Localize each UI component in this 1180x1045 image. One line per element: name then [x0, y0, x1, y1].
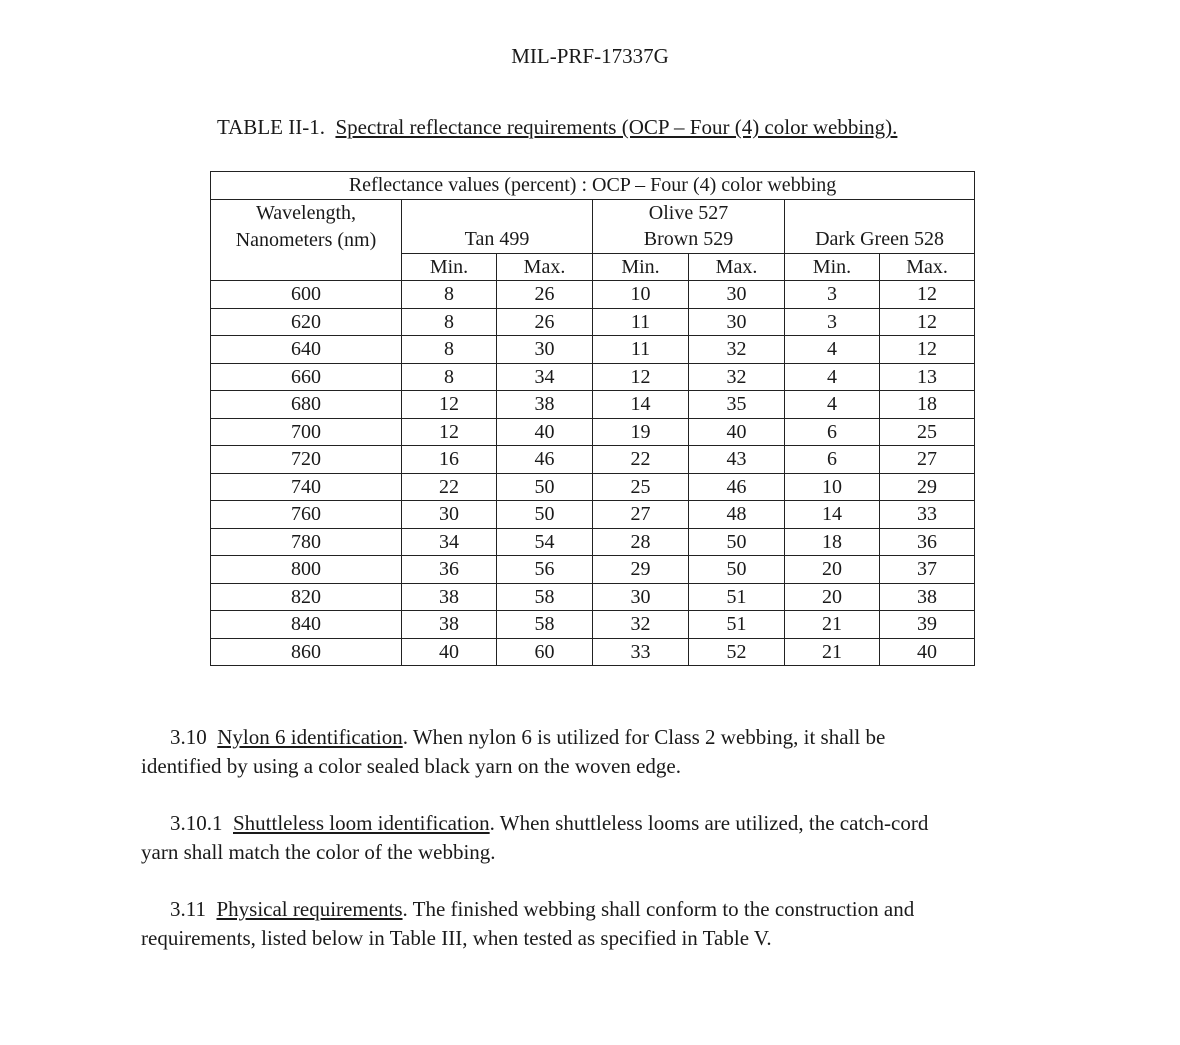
section-3-10	[141, 723, 1041, 781]
section-body: . The finished webbing shall conform to the construction and	[402, 897, 915, 921]
olive-brown-max-cell: 51	[689, 611, 785, 639]
dark-green-min-cell: 3	[785, 308, 880, 336]
olive-brown-max-cell: 30	[689, 308, 785, 336]
table-row	[211, 391, 975, 419]
dark-green-min-cell: 20	[785, 583, 880, 611]
dark-green-min-cell: 20	[785, 556, 880, 584]
tan-499-spacer	[402, 199, 593, 226]
wavelength-cell: 660	[211, 363, 402, 391]
table-row	[211, 583, 975, 611]
tan-max-cell: 58	[497, 611, 593, 639]
tan-min-cell: 8	[402, 363, 497, 391]
olive-brown-min-cell: 32	[593, 611, 689, 639]
dark-green-528-spacer	[785, 199, 975, 226]
table-row	[211, 528, 975, 556]
section-heading: Shuttleless loom identification	[233, 811, 490, 835]
tan-max-cell: 26	[497, 281, 593, 309]
tan-min-cell: 40	[402, 638, 497, 666]
dark-green-528-label: Dark Green 528	[785, 226, 975, 253]
olive-brown-min-cell: 33	[593, 638, 689, 666]
section-body-continued: identified by using a color sealed black yarn on the woven edge.	[141, 754, 681, 778]
tan-min-cell: 8	[402, 281, 497, 309]
olive-brown-max-cell: 48	[689, 501, 785, 529]
dark-green-min-cell: 3	[785, 281, 880, 309]
olive-brown-min-cell: 11	[593, 336, 689, 364]
tan-max-cell: 58	[497, 583, 593, 611]
olive-brown-max-cell: 30	[689, 281, 785, 309]
table-row	[211, 336, 975, 364]
table-row	[211, 281, 975, 309]
table-row	[211, 473, 975, 501]
tan-min-cell: 34	[402, 528, 497, 556]
tan-max-cell: 54	[497, 528, 593, 556]
dark-green-max-cell: 36	[880, 528, 975, 556]
spectral-reflectance-table	[210, 171, 975, 666]
olive-brown-max-cell: 32	[689, 336, 785, 364]
section-3-10-1	[141, 809, 1041, 867]
tan-min-cell: 16	[402, 446, 497, 474]
dark-green-max-cell: 33	[880, 501, 975, 529]
dark-green-max-cell: 27	[880, 446, 975, 474]
dark-green-min-cell: 21	[785, 638, 880, 666]
tan-max-cell: 34	[497, 363, 593, 391]
tan-max-cell: 40	[497, 418, 593, 446]
dark-green-max-cell: 37	[880, 556, 975, 584]
wavelength-label-line1: Wavelength,	[211, 199, 402, 226]
wavelength-cell: 640	[211, 336, 402, 364]
dark-green-max-header: Max.	[880, 253, 975, 281]
tan-max-cell: 50	[497, 501, 593, 529]
dark-green-min-cell: 4	[785, 391, 880, 419]
wavelength-cell: 600	[211, 281, 402, 309]
olive-brown-min-cell: 27	[593, 501, 689, 529]
olive-brown-max-cell: 51	[689, 583, 785, 611]
wavelength-cell: 740	[211, 473, 402, 501]
tan-max-header: Max.	[497, 253, 593, 281]
tan-max-cell: 56	[497, 556, 593, 584]
olive-brown-max-cell: 32	[689, 363, 785, 391]
tan-min-cell: 12	[402, 418, 497, 446]
dark-green-max-cell: 18	[880, 391, 975, 419]
tan-min-cell: 12	[402, 391, 497, 419]
section-heading: Nylon 6 identification	[217, 725, 403, 749]
olive-brown-max-cell: 50	[689, 528, 785, 556]
tan-min-cell: 38	[402, 611, 497, 639]
tan-min-cell: 38	[402, 583, 497, 611]
tan-min-cell: 8	[402, 308, 497, 336]
dark-green-min-cell: 18	[785, 528, 880, 556]
tan-min-cell: 8	[402, 336, 497, 364]
table-row	[211, 501, 975, 529]
table-row	[211, 556, 975, 584]
tan-max-cell: 38	[497, 391, 593, 419]
dark-green-max-cell: 13	[880, 363, 975, 391]
dark-green-max-cell: 40	[880, 638, 975, 666]
olive-brown-max-header: Max.	[689, 253, 785, 281]
section-body-continued: requirements, listed below in Table III, when tested as specified in Table V.	[141, 926, 772, 950]
dark-green-min-cell: 4	[785, 363, 880, 391]
olive-527-label: Olive 527	[593, 199, 785, 226]
wavelength-cell: 860	[211, 638, 402, 666]
wavelength-cell: 800	[211, 556, 402, 584]
wavelength-cell: 620	[211, 308, 402, 336]
olive-brown-min-cell: 30	[593, 583, 689, 611]
dark-green-max-cell: 12	[880, 308, 975, 336]
wavelength-cell: 760	[211, 501, 402, 529]
wavelength-cell: 720	[211, 446, 402, 474]
tan-max-cell: 30	[497, 336, 593, 364]
tan-max-cell: 26	[497, 308, 593, 336]
olive-brown-max-cell: 52	[689, 638, 785, 666]
tan-min-cell: 36	[402, 556, 497, 584]
dark-green-min-cell: 10	[785, 473, 880, 501]
dark-green-max-cell: 39	[880, 611, 975, 639]
section-body: . When shuttleless looms are utilized, the catch-cord	[489, 811, 929, 835]
olive-brown-min-cell: 25	[593, 473, 689, 501]
section-body: . When nylon 6 is utilized for Class 2 webbing, it shall be	[402, 725, 886, 749]
olive-brown-max-cell: 35	[689, 391, 785, 419]
table-top-header: Reflectance values (percent) : OCP – Four (4) color webbing	[211, 172, 975, 200]
dark-green-max-cell: 12	[880, 336, 975, 364]
tan-min-cell: 22	[402, 473, 497, 501]
wavelength-cell: 700	[211, 418, 402, 446]
section-3-11	[141, 895, 1041, 953]
table-title: Spectral reflectance requirements (OCP – Four (4) color webbing).	[335, 115, 898, 139]
olive-brown-max-cell: 43	[689, 446, 785, 474]
document-id: MIL-PRF-17337G	[511, 44, 669, 68]
wavelength-cell: 680	[211, 391, 402, 419]
olive-brown-min-cell: 14	[593, 391, 689, 419]
olive-brown-min-cell: 12	[593, 363, 689, 391]
dark-green-max-cell: 29	[880, 473, 975, 501]
dark-green-max-cell: 12	[880, 281, 975, 309]
dark-green-min-cell: 6	[785, 446, 880, 474]
table-row	[211, 638, 975, 666]
olive-brown-min-cell: 19	[593, 418, 689, 446]
table-caption	[217, 115, 897, 140]
dark-green-min-cell: 4	[785, 336, 880, 364]
tan-max-cell: 46	[497, 446, 593, 474]
table-row	[211, 363, 975, 391]
table-row	[211, 308, 975, 336]
section-number: 3.10.1	[170, 811, 223, 835]
brown-529-label: Brown 529	[593, 226, 785, 253]
section-body-continued: yarn shall match the color of the webbing.	[141, 840, 496, 864]
table-number: TABLE II-1.	[217, 115, 325, 139]
olive-brown-max-cell: 46	[689, 473, 785, 501]
wavelength-cell: 780	[211, 528, 402, 556]
tan-max-cell: 60	[497, 638, 593, 666]
tan-min-header: Min.	[402, 253, 497, 281]
olive-brown-min-cell: 10	[593, 281, 689, 309]
table-row	[211, 418, 975, 446]
olive-brown-max-cell: 50	[689, 556, 785, 584]
olive-brown-min-cell: 11	[593, 308, 689, 336]
wavelength-header-blank	[211, 253, 402, 281]
tan-max-cell: 50	[497, 473, 593, 501]
wavelength-label-line2: Nanometers (nm)	[211, 226, 402, 253]
dark-green-min-cell: 6	[785, 418, 880, 446]
olive-brown-min-cell: 28	[593, 528, 689, 556]
olive-brown-min-cell: 29	[593, 556, 689, 584]
tan-499-label: Tan 499	[402, 226, 593, 253]
dark-green-max-cell: 38	[880, 583, 975, 611]
wavelength-cell: 840	[211, 611, 402, 639]
table-row	[211, 446, 975, 474]
olive-brown-min-cell: 22	[593, 446, 689, 474]
section-heading: Physical requirements	[216, 897, 403, 921]
tan-min-cell: 30	[402, 501, 497, 529]
wavelength-cell: 820	[211, 583, 402, 611]
olive-brown-min-header: Min.	[593, 253, 689, 281]
dark-green-min-cell: 21	[785, 611, 880, 639]
section-number: 3.11	[170, 897, 206, 921]
section-number: 3.10	[170, 725, 207, 749]
table-row	[211, 611, 975, 639]
olive-brown-max-cell: 40	[689, 418, 785, 446]
dark-green-min-header: Min.	[785, 253, 880, 281]
dark-green-min-cell: 14	[785, 501, 880, 529]
dark-green-max-cell: 25	[880, 418, 975, 446]
